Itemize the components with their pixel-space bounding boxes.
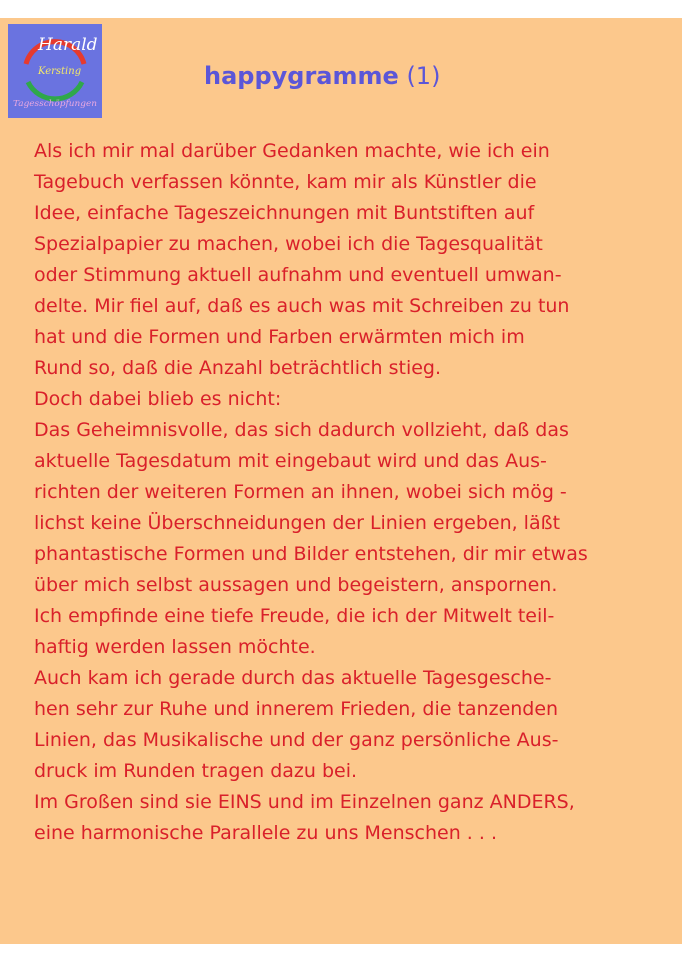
text-line: über mich selbst aussagen und begeistern, anspornen. — [34, 574, 558, 596]
text-line: Linien, das Musikalische und der ganz persönliche Aus- — [34, 729, 559, 751]
text-line: Im Großen sind sie EINS und im Einzelnen ganz ANDERS, — [34, 791, 575, 813]
text-line: oder Stimmung aktuell aufnahm und eventuell umwan- — [34, 264, 562, 286]
text-line: Das Geheimnisvolle, das sich dadurch vollzieht, daß das — [34, 419, 569, 441]
page — [0, 18, 682, 944]
logo — [8, 24, 102, 118]
title-main: happygramme — [204, 62, 399, 90]
title-number: (1) — [406, 62, 441, 90]
text-line: hat und die Formen und Farben erwärmten mich im — [34, 326, 525, 348]
logo-text-bottom: Tagesschöpfungen — [13, 99, 97, 108]
text-line: haftig werden lassen möchte. — [34, 636, 316, 658]
text-line: Spezialpapier zu machen, wobei ich die Tagesqualität — [34, 233, 543, 255]
text-line: richten der weiteren Formen an ihnen, wobei sich mög - — [34, 481, 567, 503]
text-line: Ich empfinde eine tiefe Freude, die ich der Mitwelt teil- — [34, 605, 555, 627]
text-line: druck im Runden tragen dazu bei. — [34, 760, 358, 782]
text-line: eine harmonische Parallele zu uns Menschen . . . — [34, 822, 497, 844]
logo-graphic — [8, 24, 102, 118]
text-line: Doch dabei blieb es nicht: — [34, 388, 282, 410]
text-line: aktuelle Tagesdatum mit eingebaut wird und das Aus- — [34, 450, 547, 472]
text-line: Als ich mir mal darüber Gedanken machte, wie ich ein — [34, 140, 550, 162]
text-line: lichst keine Überschneidungen der Linien ergeben, läßt — [34, 512, 561, 534]
logo-arc-green — [28, 82, 82, 99]
body-text — [34, 136, 674, 849]
text-line: Idee, einfache Tageszeichnungen mit Buntstiften auf — [34, 202, 535, 224]
text-line: delte. Mir fiel auf, daß es auch was mit Schreiben zu tun — [34, 295, 570, 317]
logo-text-top: Harald — [38, 35, 98, 55]
page-title — [204, 60, 440, 92]
text-line: phantastische Formen und Bilder entstehen, dir mir etwas — [34, 543, 588, 565]
text-line: Tagebuch verfassen könnte, kam mir als Künstler die — [34, 171, 537, 193]
text-line: Auch kam ich gerade durch das aktuelle Tagesgesche- — [34, 667, 552, 689]
text-line: Rund so, daß die Anzahl beträchtlich stieg. — [34, 357, 442, 379]
text-line: hen sehr zur Ruhe und innerem Frieden, die tanzenden — [34, 698, 559, 720]
logo-text-middle: Kersting — [38, 66, 82, 77]
